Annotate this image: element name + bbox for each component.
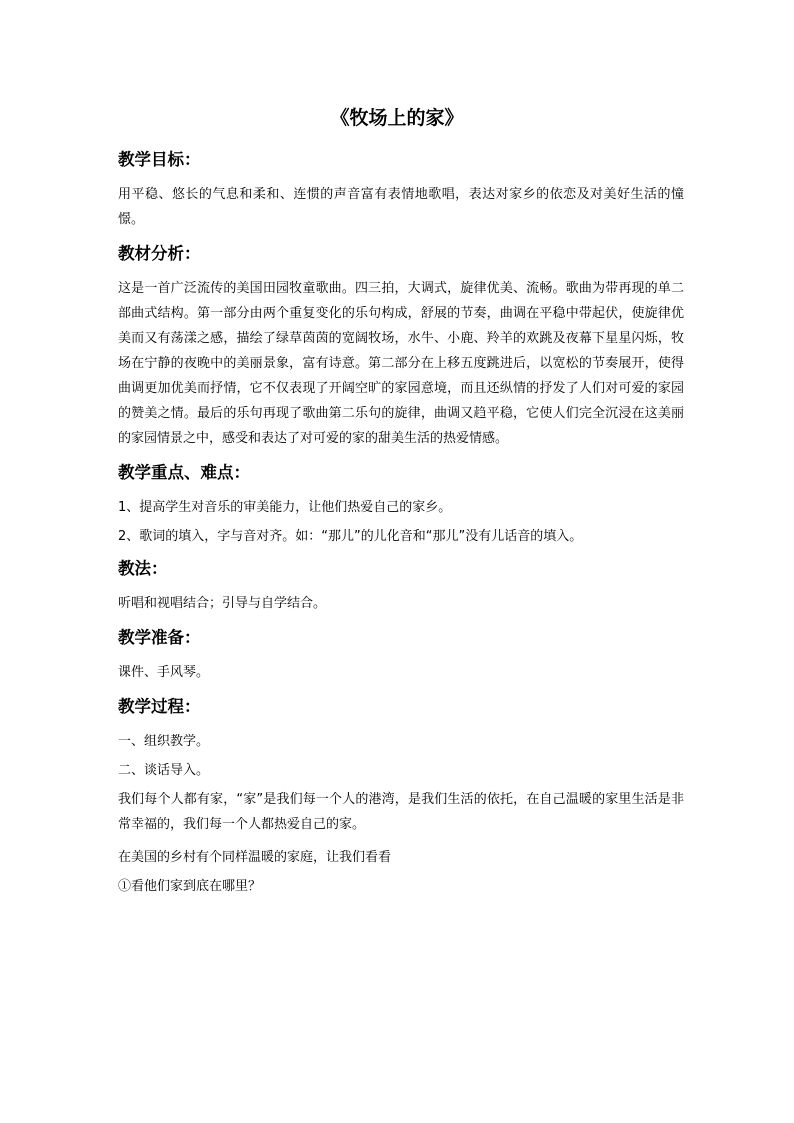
document-body <box>118 146 684 899</box>
process-heading: 教学过程： <box>118 697 201 716</box>
method-heading: 教法： <box>118 559 168 578</box>
analysis-text: 这是一首广泛流传的美国田园牧童歌曲。四三拍，大调式，旋律优美、流畅。歌曲为带再现的单二部曲式结构。第一部分由两个重复变化的乐句构成，舒展的节奏，曲调在平稳中带起伏，使旋律优美而又有荡漾之感，描绘了绿草茵茵的宽阔牧场，水牛、小鹿、羚羊的欢跳及夜幕下星星闪烁，牧场在宁静的夜晚中的美丽景象，富有诗意。第二部分在上移五度跳进后，以宽松的节奏展开，使得曲调更加优美而抒情，它不仅表现了开阔空旷的家园意境，而且还纵情的抒发了人们对可爱的家园的赞美之情。最后的乐句再现了歌曲第二乐句的旋律，曲调又趋平稳，它使人们完全沉浸在这美丽的家园情景之中，感受和表达了对可爱的家的甜美生活的热爱情感。 <box>118 281 684 446</box>
preparation-heading: 教学准备： <box>118 628 201 647</box>
process-step: 一、组织教学。 <box>118 734 210 749</box>
objectives-heading: 教学目标： <box>118 150 201 169</box>
process-question: ①看他们家到底在哪里？ <box>118 879 262 894</box>
method-text: 听唱和视唱结合；引导与自学结合。 <box>118 596 327 611</box>
process-intro-paragraph: 我们每个人都有家，“家”是我们每一个人的港湾，是我们生活的依托，在自己温暖的家里生活是非常幸福的，我们每一个人都热爱自己的家。 <box>118 792 684 832</box>
key-points-heading: 教学重点、难点： <box>118 463 250 482</box>
objectives-text: 用平稳、悠长的气息和柔和、连惯的声音富有表情地歌唱，表达对家乡的依恋及对美好生活的憧憬。 <box>118 187 684 227</box>
key-point-item: 1、提高学生对音乐的审美能力，让他们热爱自己的家乡。 <box>118 500 452 515</box>
process-line: 在美国的乡村有个同样温暖的家庭，让我们看看 <box>118 850 392 865</box>
preparation-text: 课件、手风琴。 <box>118 665 210 680</box>
analysis-heading: 教材分析： <box>118 244 201 263</box>
process-step: 二、谈话导入。 <box>118 763 210 778</box>
key-point-item: 2、歌词的填入，字与音对齐。如：“那儿”的儿化音和“那儿”没有儿话音的填入。 <box>118 529 583 544</box>
document-title: 《牧场上的家》 <box>330 107 464 129</box>
